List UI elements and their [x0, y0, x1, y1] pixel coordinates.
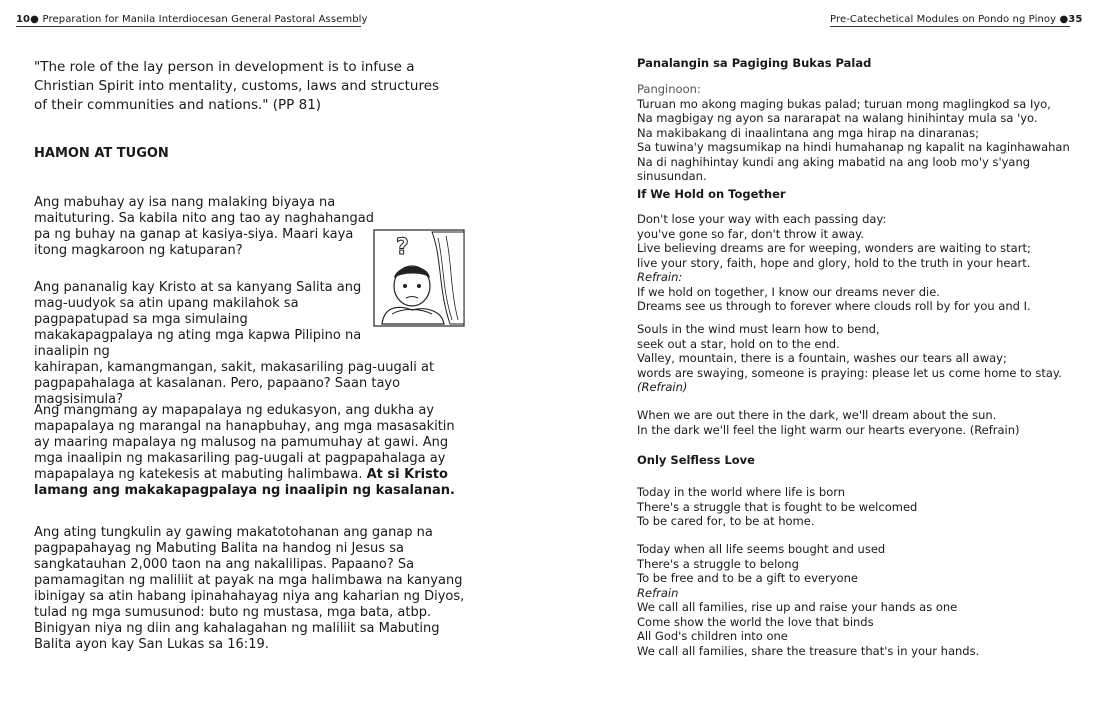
paragraph-1: Ang mabuhay ay isa nang malaking biyaya na maituturing. Sa kabila nito ang tao ay naghahangad pa ng buhay na ganap at kasiya-siya. Maari kaya itong magkaroon ng katuparan? — [34, 195, 374, 258]
paragraph-4: Ang ating tungkulin ay gawing makatotohanan ang ganap na pagpapahayag ng Mabuting Balita na handog ni Jesus sa sangkatauhan 2,000 taon na ang nakalilipas. Papaano? Sa pamamagitan ng maliliit at payak na mga halimbawa na kanyang ibinigay sa atin habang ipinahahayag niya ang kaharian ng Diyos, tulad ng mga sumusunod: buto ng mustasa, mga bata, atbp. Binigyan niya ng diin ang kahalagahan ng maliliit sa Mabuting Balita ayon kay San Lukas sa 16:19. — [34, 525, 465, 652]
lyric-line: seek out a star, hold on to the end. — [637, 336, 840, 351]
lyric-line: Come show the world the love that binds — [637, 614, 874, 629]
song2-verse1 — [637, 485, 1057, 529]
lyric-line: Don't lose your way with each passing day: — [637, 212, 887, 226]
paragraph-3-text: Ang mangmang ay mapapalaya ng edukasyon, ang dukha ay mapapalaya ng marangal na hanapbuhay, ang mga masasakitin ay maaring mapalaya ng malusog na pamumuhay at gawi. Ang mga inaalipin ng makasariling pag-uugali at pagpapahalaga ay mapapalaya ng katekesis at mabuting halimbawa. — [34, 403, 455, 482]
lyric-line: When we are out there in the dark, we'll dream about the sun. — [637, 408, 997, 422]
lyric-line: There's a struggle to belong — [637, 556, 799, 571]
lyric-line: There's a struggle that is fought to be welcomed — [637, 499, 918, 514]
prayer-line: Na makibakang di inaalintana ang mga hirap na dinaranas; — [637, 125, 979, 140]
prayer-line: Na magbigay ng ayon sa nararapat na walang hinihintay mula sa 'yo. — [637, 111, 1038, 125]
song1-title: If We Hold on Together — [637, 187, 786, 201]
paragraph-2 — [34, 280, 468, 408]
lyric-line: All God's children into one — [637, 629, 788, 643]
paragraph-2-narrow: Ang pananalig kay Kristo at sa kanyang Salita ang mag-uudyok sa atin upang makilahok sa pagpapatupad sa mga simulaing makakapagpalaya ng ating mga kapwa Pilipino na inaalipin ng — [34, 280, 362, 359]
right-page-header: Pre-Catechetical Modules on Pondo ng Pinoy ●35 — [830, 14, 1083, 25]
left-page-number: 10 — [16, 14, 31, 25]
lyric-line: Valley, mountain, there is a fountain, washes our tears all away; — [637, 351, 1007, 365]
song1-verse2 — [637, 322, 1062, 395]
lyric-line: We call all families, share the treasure that's in your hands. — [637, 643, 980, 658]
lyric-line: To be free and to be a gift to everyone — [637, 571, 858, 585]
prayer-line: Na di naghihintay kundi ang aking mabatid na ang loob mo'y s'yang — [637, 154, 1031, 169]
lyric-line: In the dark we'll feel the light warm our hearts everyone. (Refrain) — [637, 422, 1020, 437]
left-header-title: Preparation for Manila Interdiocesan General Pastoral Assembly — [42, 14, 368, 25]
prayer-line: Turuan mo akong maging bukas palad; turuan mong maglingkod sa Iyo, — [637, 96, 1051, 111]
lyric-line: Today when all life seems bought and used — [637, 542, 886, 556]
refrain-label: Refrain: — [637, 270, 683, 284]
refrain-label: Refrain — [637, 585, 679, 600]
song1-verse3 — [637, 408, 1057, 437]
lyric-line: Dreams see us through to forever where clouds roll by for you and I. — [637, 299, 1031, 313]
song1-verse1 — [637, 212, 1057, 314]
right-header-title: Pre-Catechetical Modules on Pondo ng Pinoy — [830, 14, 1057, 25]
lyric-line: If we hold on together, I know our dreams never die. — [637, 284, 940, 299]
right-page-number: 35 — [1068, 14, 1083, 25]
intro-quote: "The role of the lay person in development is to infuse a Christian Spirit into mentality, customs, laws and structures of their communities and nations." (PP 81) — [34, 59, 440, 113]
right-page — [557, 0, 1114, 728]
prayer-address: Panginoon: — [637, 82, 701, 96]
prayer-line: sinusundan. — [637, 169, 707, 183]
lyric-line: To be cared for, to be at home. — [637, 514, 815, 528]
lyric-line: words are swaying, someone is praying: please let us come home to stay. — [637, 365, 1062, 380]
section-title: HAMON AT TUGON — [34, 146, 169, 161]
prayer-body — [637, 82, 1070, 184]
lyric-line: Live believing dreams are for weeping, wonders are waiting to start; — [637, 241, 1031, 255]
prayer-line: Sa tuwina'y magsumikap na hindi humahanap ng kapalit na kaginhawahan — [637, 140, 1070, 154]
paragraph-3-bold: At si Kristo lamang ang makakapagpalaya ng inaalipin ng kasalanan. — [34, 467, 455, 498]
paragraph-2-full: kahirapan, kamangmangan, sakit, makasariling pag-uugali at pagpapahalaga at kasalanan. Pero, papaano? Saan tayo magsisimula? — [34, 360, 435, 407]
refrain-reference: (Refrain) — [637, 380, 688, 394]
svg-text:?: ? — [396, 235, 409, 260]
prayer-title: Panalangin sa Pagiging Bukas Palad — [637, 56, 872, 70]
lyric-line: Today in the world where life is born — [637, 485, 846, 499]
left-page-header: 10● Preparation for Manila Interdiocesan General Pastoral Assembly — [16, 14, 368, 25]
lyric-line: We call all families, rise up and raise your hands as one — [637, 600, 958, 614]
lyric-line: live your story, faith, hope and glory, hold to the truth in your heart. — [637, 255, 1031, 270]
lyric-line: Souls in the wind must learn how to bend, — [637, 322, 880, 336]
lyric-line: you've gone so far, don't throw it away. — [637, 226, 865, 241]
paragraph-3 — [34, 403, 468, 499]
song2-title: Only Selfless Love — [637, 453, 755, 467]
song2-verse2 — [637, 542, 1057, 658]
